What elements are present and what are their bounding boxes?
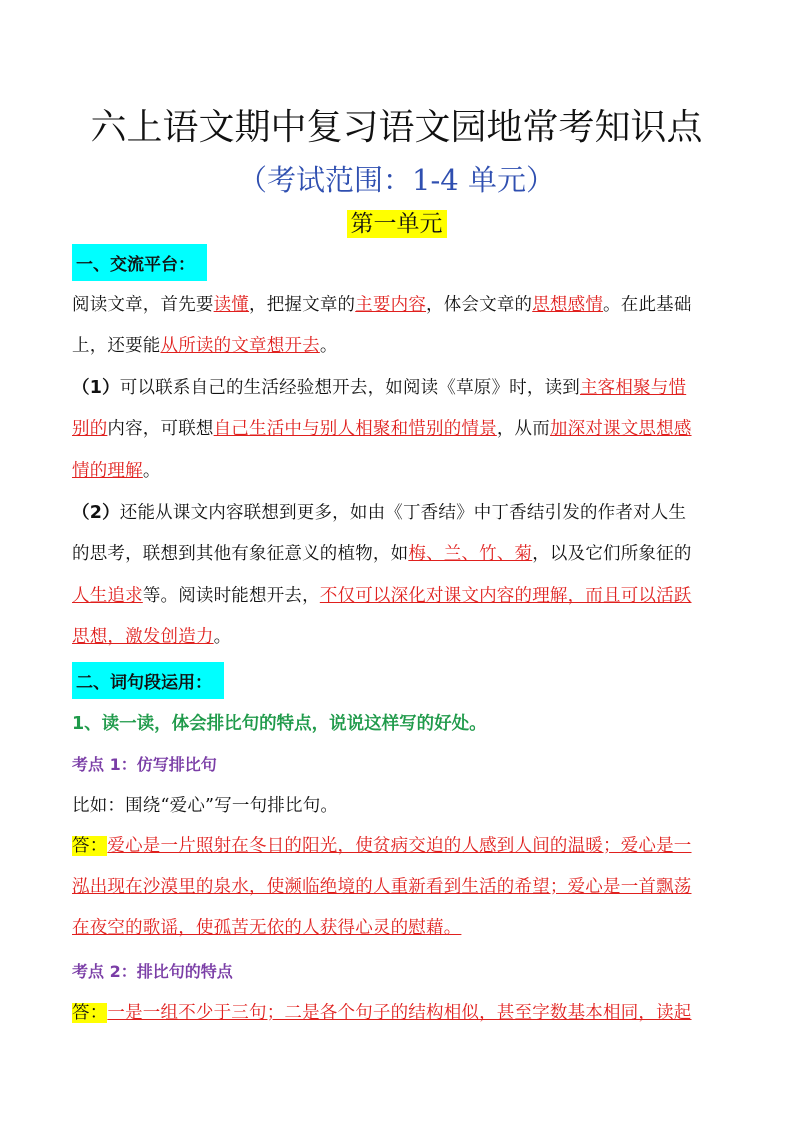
exam-scope-subtitle: （考试范围：1-4 单元）: [238, 163, 555, 197]
paragraph-1-line-2: 上，还要能从所读的文章想开去。: [72, 336, 338, 356]
paragraph-2-line-3: 情的理解。: [72, 461, 161, 481]
answer-1-line-1: 答：爱心是一片照射在冬日的阳光，使贫病交迫的人感到人间的温暖；爱心是一: [72, 836, 692, 856]
paragraph-3-line-3: 人生追求等。阅读时能想开去，不仅可以深化对课文内容的理解，而且可以活跃: [72, 586, 692, 606]
key-point-2: 考点 2：排比句的特点: [72, 962, 233, 981]
paragraph-1-line-1: 阅读文章，首先要读懂，把握文章的主要内容，体会文章的思想感情。在此基础: [72, 295, 692, 315]
page-title: 六上语文期中复习语文园地常考知识点: [90, 107, 703, 148]
answer-2-line-1: 答：一是一组不少于三句；二是各个句子的结构相似，甚至字数基本相同，读起: [72, 1003, 692, 1023]
answer-label: 答：: [72, 1003, 108, 1023]
section-heading-exchange-platform: 一、交流平台：: [72, 244, 207, 281]
key-point-1: 考点 1：仿写排比句: [72, 755, 217, 774]
paragraph-2-line-2: 别的内容，可联想自己生活中与别人相聚和惜别的情景，从而加深对课文思想感: [72, 419, 692, 439]
answer-1-line-2: 泓出现在沙漠里的泉水，使濒临绝境的人重新看到生活的希望；爱心是一首飘荡: [72, 877, 692, 897]
paragraph-2-line-1: （1）可以联系自己的生活经验想开去，如阅读《草原》时，读到主客相聚与惜: [72, 378, 687, 398]
exercise-item-1: 1、读一读，体会排比句的特点，说说这样写的好处。: [72, 714, 487, 734]
section-heading-sentence-use: 二、词句段运用：: [72, 662, 224, 699]
example-prompt: 比如：围绕“爱心”写一句排比句。: [72, 796, 339, 816]
paragraph-3-line-2: 的思考，联想到其他有象征意义的植物，如梅、兰、竹、菊，以及它们所象征的: [72, 544, 692, 564]
unit-heading: [0, 207, 793, 241]
paragraph-3-line-4: 思想，激发创造力。: [72, 627, 232, 647]
answer-label: 答：: [72, 836, 108, 856]
answer-1-line-3: 在夜空的歌谣，使孤苦无依的人获得心灵的慰藉。: [72, 918, 462, 938]
unit-label: 第一单元: [347, 210, 447, 238]
paragraph-3-line-1: （2）还能从课文内容联想到更多，如由《丁香结》中丁香结引发的作者对人生: [72, 503, 687, 523]
